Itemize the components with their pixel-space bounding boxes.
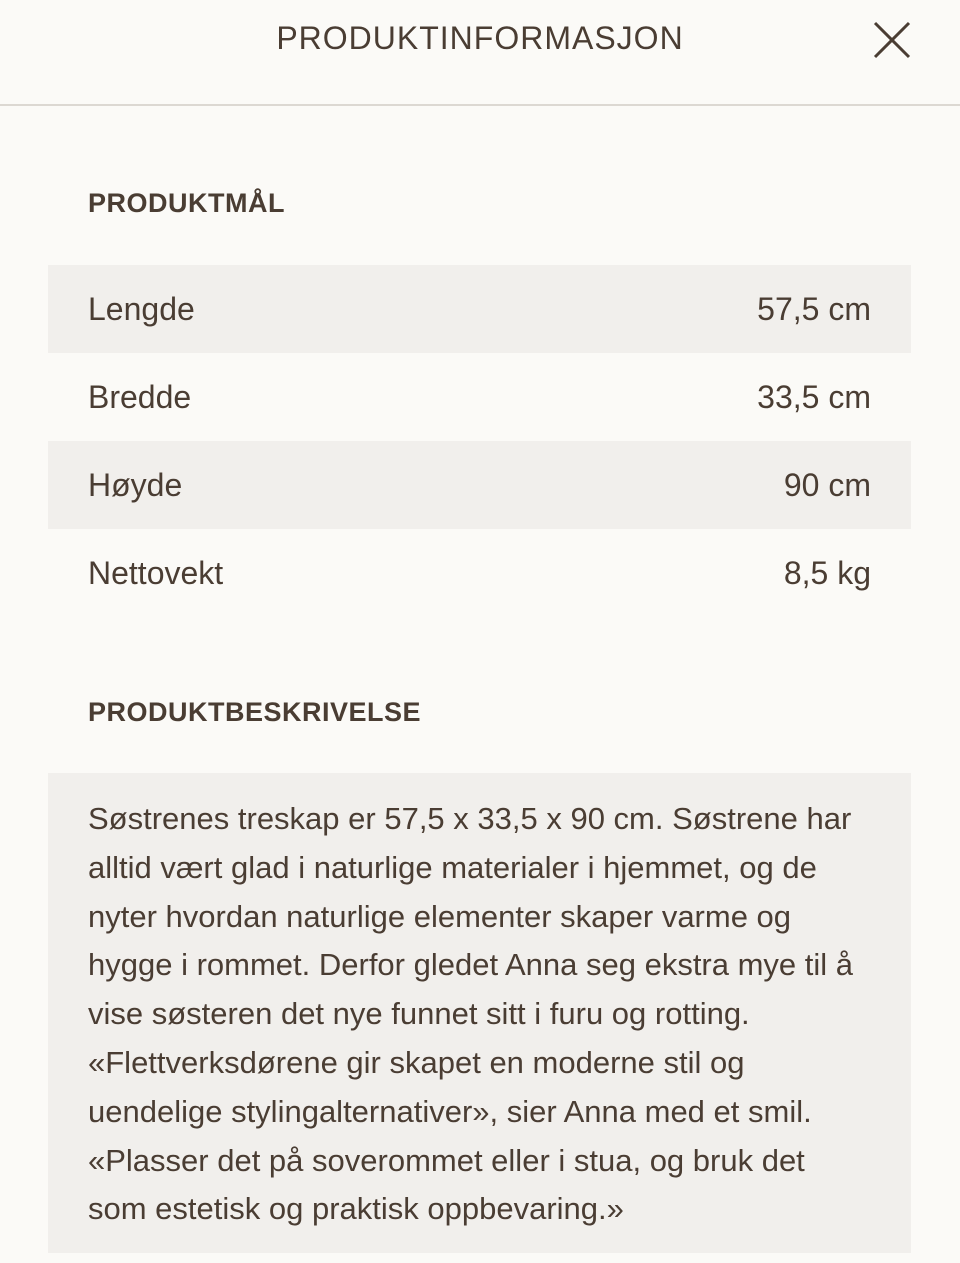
dimension-label: Lengde [88,290,195,327]
section-title-dimensions: PRODUKTMÅL [88,188,285,218]
table-row [48,441,911,529]
description-text: Søstrenes treskap er 57,5 x 33,5 x 90 cm. Søstrene har alltid vært glad i naturlige materialer i hjemmet, og de nyter hvordan naturlige elementer skaper varme og hygge i rommet. Derfor gledet Anna seg ekstra mye til å vise søsteren det nye funnet sitt i furu og rotting. «Flettverksdørene gir skapet en moderne stil og uendelige stylingalternativer», sier Anna med et smil. «Plasser det på soverommet eller i stua, og bruk det som estetisk og praktisk oppbevaring.» [88,801,854,1227]
table-row [48,353,911,441]
table-row [48,265,911,353]
dimension-label: Høyde [88,466,183,503]
modal-title: PRODUKTINFORMASJON [276,20,684,56]
dimension-label: Nettovekt [88,554,224,591]
dimension-value: 8,5 kg [783,554,871,591]
dimension-label: Bredde [88,378,192,415]
description-box [48,773,911,1253]
table-row [48,529,911,617]
modal-header [0,0,960,106]
dimensions-table [48,265,911,617]
dimension-value: 90 cm [783,466,871,503]
section-title-description: PRODUKTBESKRIVELSE [88,697,422,727]
dimension-value: 57,5 cm [757,290,871,327]
close-x-icon [868,16,916,64]
close-button[interactable] [868,16,916,64]
dimension-value: 33,5 cm [757,378,871,415]
